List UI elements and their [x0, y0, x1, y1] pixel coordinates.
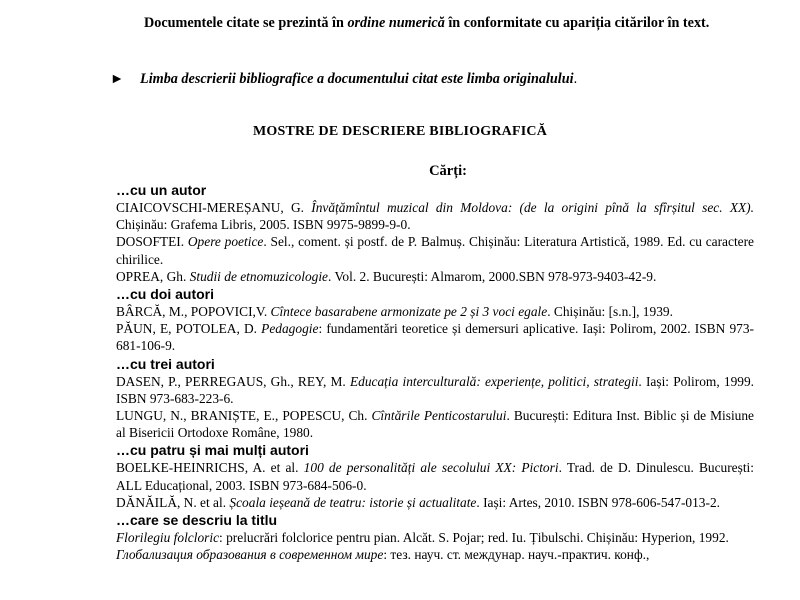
bibliography-entry	[116, 303, 754, 320]
entry-author: BOELKE-HEINRICHS, A. et al.	[116, 460, 304, 476]
entry-author: DĂNĂILĂ, N. et al.	[116, 494, 230, 510]
entry-title: Școala ieșeană de teatru: istorie și actualitate	[229, 494, 477, 510]
entry-author: CIAICOVSCHI-MEREȘANU, G.	[116, 200, 312, 215]
language-note	[110, 70, 770, 88]
entry-details: . București: Editura Inst. Biblic și de Misiune al Bisericii Ortodoxe Române, 1980.	[116, 408, 755, 441]
page-title: MOSTRE DE DESCRIERE BIBLIOGRAFICĂ	[252, 124, 548, 139]
bibliography-entry	[116, 459, 754, 493]
language-note-text: Limba descrierii bibliografice a documentului citat este limba originalului	[140, 71, 574, 87]
bibliography-list	[116, 181, 754, 563]
entry-details: . Iași: Polirom, 1999. ISBN 973-683-223-6.	[116, 373, 755, 406]
entry-title: 100 de personalități ale secolului XX: Pictori	[303, 460, 559, 476]
language-note-period: .	[573, 71, 578, 87]
entry-author: PĂUN, E, POTOLEA, D.	[116, 321, 262, 337]
entry-title: Educația interculturală: experiențe, politici, strategii	[349, 373, 639, 389]
entry-details: . Vol. 2. București: Almarom, 2000.SBN 978-973-9403-42-9.	[328, 268, 657, 284]
entry-details: : fundamentări teoretice și demersuri aplicative. Iași: Polirom, 2002. ISBN 973-681-106-9.	[116, 321, 754, 354]
entry-details: . Sel., coment. și postf. de P. Balmuș. Chișinău: Literatura Artistică, 1989. Ed. cu caractere chirilice.	[116, 234, 755, 267]
entry-title: Глобализация образования в современном мире	[116, 547, 384, 563]
bibliography-entry	[116, 320, 754, 354]
entry-details: : тез. науч. ст. междунар. науч.-практич. конф.,	[383, 547, 650, 563]
entry-author: LUNGU, N., BRANIȘTE, E., POPESCU, Ch.	[116, 408, 372, 424]
entry-title: Pedagogie	[261, 321, 319, 337]
bibliography-entry	[116, 529, 754, 546]
entry-title: Studii de etnomuzicologie	[189, 268, 329, 284]
bibliography-entry	[116, 373, 754, 407]
entry-author: BÂRCĂ, M., POPOVICI,V.	[116, 304, 271, 320]
section-heading: …care se descriu la titlu	[116, 512, 278, 529]
bibliography-entry-cutoff	[116, 546, 754, 563]
arrow-bullet-icon: ►	[110, 71, 125, 87]
intro-text-emphasis: ordine numerică	[347, 15, 445, 31]
intro-paragraph	[144, 14, 744, 33]
entry-author: DOSOFTEI.	[116, 234, 188, 250]
bibliography-entry	[116, 494, 754, 511]
entry-title: Cîntece basarabene armonizate pe 2 și 3 voci egale	[270, 304, 548, 320]
entry-details: : prelucrări folclorice pentru pian. Alcăt. S. Pojar; red. Iu. Țibulschi. Chișinău: Hyperion, 1992.	[219, 530, 729, 546]
entry-details: . Iași: Artes, 2010. ISBN 978-606-547-013-2.	[476, 494, 720, 510]
section-heading: …cu doi autori	[116, 286, 214, 303]
entry-author: DASEN, P., PERREGAUS, Gh., REY, M.	[116, 373, 350, 389]
intro-text-a: Documentele citate se prezintă în	[144, 15, 348, 31]
bibliography-entry	[116, 407, 754, 441]
entry-title: Florilegiu folcloric	[116, 530, 220, 546]
entry-title: Opere poetice	[187, 234, 264, 250]
entry-author: OPREA, Gh.	[116, 268, 190, 284]
entry-details: Chișinău: Grafema Libris, 2005. ISBN 9975-9899-9-0.	[116, 217, 411, 233]
entry-details: . Chișinău: [s.n.], 1939.	[547, 304, 673, 320]
bibliography-entry	[116, 199, 754, 233]
entry-details: . Trad. de D. Dinulescu. București: ALL Educațional, 2003. ISBN 973-684-506-0.	[116, 460, 754, 493]
section-subtitle: Cărți:	[429, 163, 467, 179]
entry-title: Cîntările Penticostarului	[371, 408, 507, 424]
entry-title: Învățămîntul muzical din Moldova: (de la origini pînă la sfîrșitul sec. XX).	[311, 200, 754, 215]
intro-text-b: în conformitate cu apariția citărilor în text.	[444, 15, 710, 31]
bibliography-entry	[116, 268, 754, 285]
bibliography-entry	[116, 233, 754, 267]
section-heading: …cu trei autori	[116, 355, 215, 372]
section-heading: …cu patru și mai mulți autori	[116, 442, 309, 459]
section-heading: …cu un autor	[116, 182, 207, 198]
